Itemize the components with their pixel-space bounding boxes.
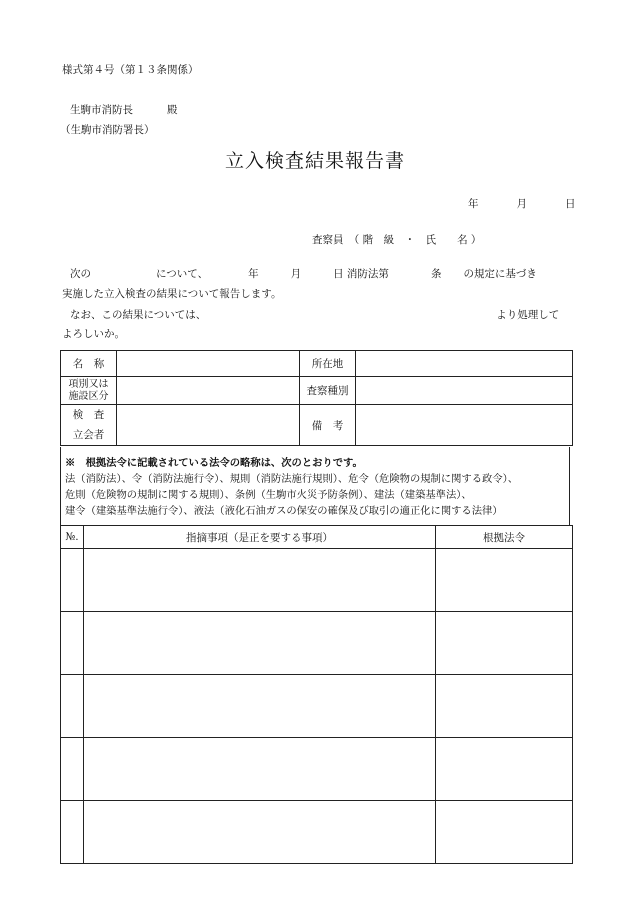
location-field[interactable] bbox=[356, 351, 573, 377]
date-line bbox=[468, 198, 576, 211]
addressee-honorific: 殿 bbox=[167, 104, 178, 116]
name-label: 名 称 bbox=[61, 351, 117, 377]
text: 年 bbox=[248, 268, 259, 280]
table-row bbox=[61, 675, 573, 738]
table-row bbox=[61, 549, 573, 612]
text: 項別又は bbox=[68, 378, 109, 390]
text: 次の bbox=[70, 268, 91, 280]
item-cell[interactable] bbox=[84, 801, 436, 864]
date-year: 年 bbox=[468, 198, 479, 210]
no-cell[interactable] bbox=[61, 675, 84, 738]
findings-table bbox=[60, 525, 573, 864]
law-cell[interactable] bbox=[436, 738, 573, 801]
table-row bbox=[61, 738, 573, 801]
category-field[interactable] bbox=[117, 377, 300, 405]
body-paragraph-1 bbox=[70, 268, 537, 281]
no-cell[interactable] bbox=[61, 738, 84, 801]
note-heading: ※ 根拠法令に記載されている法令の略称は、次のとおりです。 bbox=[65, 457, 363, 469]
text: について、 bbox=[156, 268, 209, 280]
body-paragraph-2 bbox=[70, 309, 559, 322]
form-number: 様式第４号（第１３条関係） bbox=[62, 64, 199, 76]
body-paragraph-2-cont: よろしいか。 bbox=[62, 328, 125, 340]
table-row bbox=[61, 612, 573, 675]
abbreviation-note bbox=[60, 447, 570, 525]
no-cell[interactable] bbox=[61, 801, 84, 864]
text: 検 査 bbox=[72, 409, 105, 421]
law-cell[interactable] bbox=[436, 612, 573, 675]
name-field[interactable] bbox=[117, 351, 300, 377]
text: より処理して bbox=[496, 309, 560, 321]
col-item-header: 指摘事項（是正を要する事項） bbox=[84, 526, 436, 549]
item-cell[interactable] bbox=[84, 675, 436, 738]
info-table bbox=[60, 350, 573, 446]
date-day: 日 bbox=[565, 198, 576, 210]
location-label: 所在地 bbox=[300, 351, 356, 377]
no-cell[interactable] bbox=[61, 612, 84, 675]
body-paragraph-1-cont: 実施した立入検査の結果について報告します。 bbox=[62, 288, 282, 300]
law-cell[interactable] bbox=[436, 675, 573, 738]
witness-label bbox=[61, 405, 117, 446]
table-row bbox=[61, 801, 573, 864]
note-line: 危則（危険物の規制に関する規則）、条例（生駒市火災予防条例）、建法（建築基準法）、 bbox=[65, 489, 472, 501]
text: 施設区分 bbox=[68, 390, 109, 402]
col-law-header: 根拠法令 bbox=[436, 526, 573, 549]
addressee-alt: （生駒市消防署長） bbox=[60, 124, 155, 136]
date-month: 月 bbox=[516, 198, 527, 210]
item-cell[interactable] bbox=[84, 738, 436, 801]
text: 月 bbox=[290, 268, 302, 280]
text: 条 bbox=[430, 268, 442, 280]
item-cell[interactable] bbox=[84, 612, 436, 675]
inspector-line: 査察員 （ 階 級 ・ 氏 名 ） bbox=[312, 234, 482, 246]
text: の規定に基づき bbox=[463, 268, 537, 280]
remarks-label: 備 考 bbox=[300, 405, 356, 446]
inspection-type-label: 査察種別 bbox=[300, 377, 356, 405]
witness-field[interactable] bbox=[117, 405, 300, 446]
col-no-header: №. bbox=[61, 526, 84, 549]
note-line: 法（消防法）、令（消防法施行令）、規則（消防法施行規則）、危令（危険物の規制に関する政令）、 bbox=[65, 473, 519, 485]
addressee bbox=[70, 104, 178, 117]
inspection-type-field[interactable] bbox=[356, 377, 573, 405]
law-cell[interactable] bbox=[436, 801, 573, 864]
text: なお、この結果については、 bbox=[70, 309, 207, 321]
addressee-title: 生駒市消防長 bbox=[70, 104, 133, 116]
remarks-field[interactable] bbox=[356, 405, 573, 446]
item-cell[interactable] bbox=[84, 549, 436, 612]
text: 立会者 bbox=[72, 429, 105, 441]
category-label bbox=[61, 377, 117, 405]
text: 日 消防法第 bbox=[333, 268, 389, 280]
law-cell[interactable] bbox=[436, 549, 573, 612]
no-cell[interactable] bbox=[61, 549, 84, 612]
note-line: 建令（建築基準法施行令）、液法（液化石油ガスの保安の確保及び取引の適正化に関する法律） bbox=[65, 505, 503, 517]
document-title: 立入検査結果報告書 bbox=[224, 150, 405, 172]
